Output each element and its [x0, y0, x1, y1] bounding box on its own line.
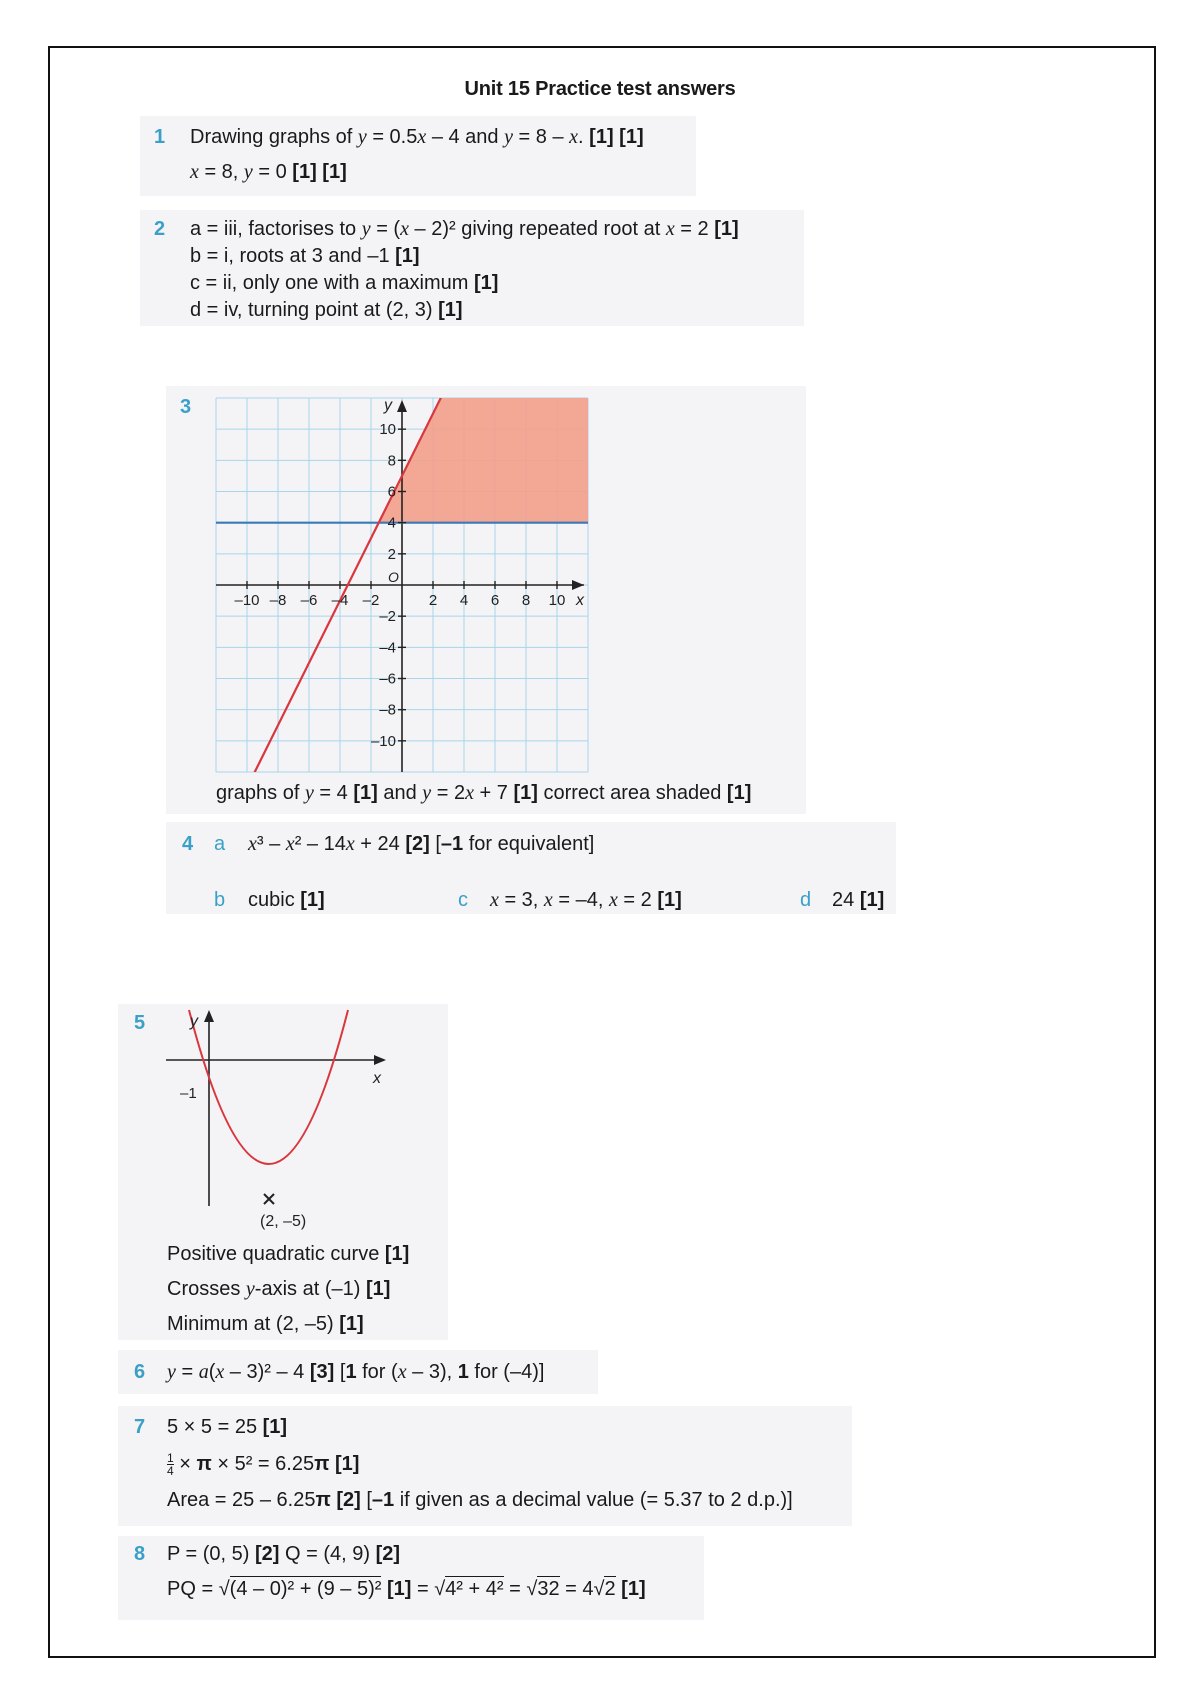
x-axis-arrow [374, 1055, 386, 1065]
question-3-graph [200, 388, 600, 788]
y-tick-label: 10 [379, 421, 396, 439]
y-tick-label: –4 [379, 639, 396, 657]
y-tick-label: 8 [387, 452, 396, 470]
question-4-part-b-label: b [214, 889, 226, 911]
question-7-line-2: $\frac{1}{4}$ × π × 5² = 6.25π [1] [167, 1451, 360, 1478]
fraction-one-quarter: $\frac{1}{4}$ [167, 1451, 174, 1478]
question-7-line-3: Area = 25 – 6.25π [2] [–1 if given as a decimal value (= 5.37 to 2 d.p.)] [167, 1489, 793, 1511]
question-6-text: y = a(x – 3)² – 4 [3] [1 for (x – 3), 1 for (–4)] [167, 1361, 545, 1383]
question-5-line-3: Minimum at (2, –5) [1] [167, 1313, 364, 1335]
question-3-caption: graphs of y = 4 [1] and y = 2x + 7 [1] correct area shaded [1] [216, 782, 752, 804]
x-tick-label: –4 [331, 592, 349, 609]
question-5-number: 5 [134, 1012, 146, 1034]
x-tick-label: –2 [362, 592, 380, 609]
question-5-graph [160, 1004, 400, 1234]
x-tick-label: 4 [459, 592, 469, 609]
x-axis-label: x [576, 592, 584, 609]
x-tick-label: –6 [300, 592, 318, 609]
y-tick-label: –8 [379, 701, 396, 719]
question-4-part-a-text: x³ – x² – 14x + 24 [2] [–1 for equivalent] [248, 833, 595, 855]
question-8-number: 8 [134, 1543, 146, 1565]
y-tick-label: –2 [379, 608, 396, 626]
x-tick-label: 8 [521, 592, 531, 609]
question-2-line-a: a = iii, factorises to y = (x – 2)² giving repeated root at x = 2 [1] [190, 218, 739, 240]
question-2-line-d: d = iv, turning point at (2, 3) [1] [190, 299, 463, 321]
x-axis-label: x [373, 1070, 381, 1087]
y-tick-label: 4 [387, 514, 396, 532]
vertex-marker [264, 1194, 274, 1204]
y-axis-label: y [384, 397, 392, 414]
x-tick-label: 10 [548, 592, 566, 609]
question-7-line-1: 5 × 5 = 25 [1] [167, 1416, 288, 1438]
y-intercept-label: –1 [180, 1085, 197, 1102]
question-1-line-1: Drawing graphs of y = 0.5x – 4 and y = 8 – x. [1] [1] [190, 126, 644, 148]
y-tick-label: 6 [387, 483, 396, 501]
x-tick-label: –8 [269, 592, 287, 609]
question-5-line-1: Positive quadratic curve [1] [167, 1243, 410, 1265]
question-4-part-c-text: x = 3, x = –4, x = 2 [1] [490, 889, 682, 911]
question-7-number: 7 [134, 1416, 146, 1438]
y-tick-label: 2 [387, 545, 396, 563]
question-4-part-a-label: a [214, 833, 226, 855]
question-2-line-b: b = i, roots at 3 and –1 [1] [190, 245, 420, 267]
question-2-number: 2 [154, 218, 166, 240]
question-4-number: 4 [182, 833, 194, 855]
y-tick-label: –6 [379, 670, 396, 688]
question-4-part-d-text: 24 [1] [832, 889, 885, 911]
question-8-line-1: P = (0, 5) [2] Q = (4, 9) [2] [167, 1543, 401, 1565]
question-5-line-2: Crosses y-axis at (–1) [1] [167, 1278, 391, 1300]
question-6-number: 6 [134, 1361, 146, 1383]
question-4-part-b-text: cubic [1] [248, 889, 325, 911]
question-1-number: 1 [154, 126, 166, 148]
vertex-label: (2, –5) [260, 1213, 307, 1230]
page-title: Unit 15 Practice test answers [464, 78, 736, 100]
question-8-line-2: PQ = √(4 – 0)² + (9 – 5)² [1] = √4² + 4² = √32 = 4√2 [1] [167, 1578, 646, 1600]
x-tick-label: 2 [428, 592, 438, 609]
y-axis-arrow [204, 1010, 214, 1022]
y-axis-arrow [397, 400, 407, 412]
y-axis-label: y [190, 1013, 198, 1030]
x-axis-arrow [572, 580, 584, 590]
question-3-number: 3 [180, 396, 192, 418]
y-tick-label: –10 [370, 732, 396, 750]
origin-label: O [388, 569, 399, 585]
x-tick-label: 6 [490, 592, 500, 609]
question-4-part-c-label: c [458, 889, 468, 911]
question-1-line-2: x = 8, y = 0 [1] [1] [190, 161, 347, 183]
question-2-line-c: c = ii, only one with a maximum [1] [190, 272, 499, 294]
question-4-part-d-label: d [800, 889, 812, 911]
x-tick-label: –10 [234, 592, 260, 609]
parabola [189, 1010, 348, 1164]
